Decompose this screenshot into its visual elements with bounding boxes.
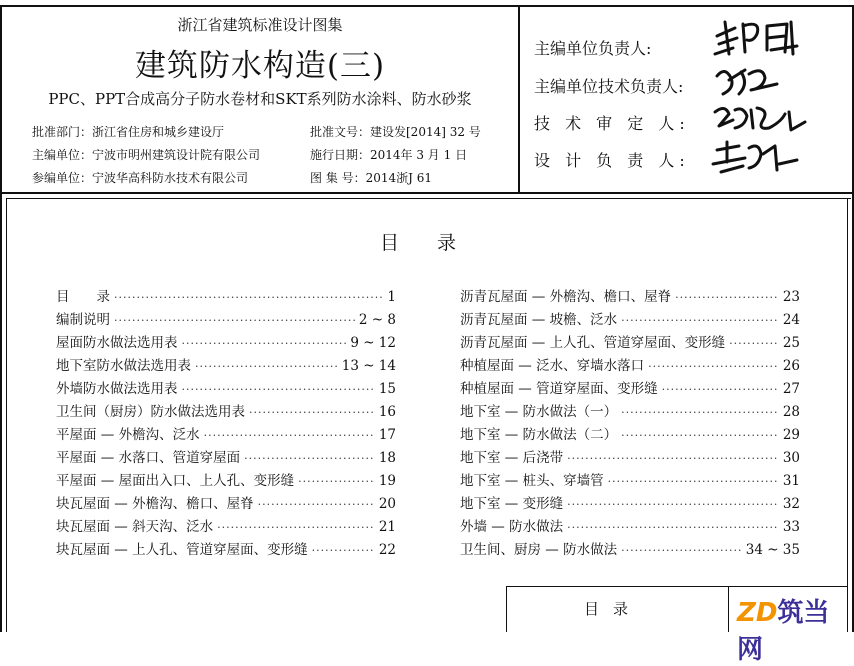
leader-dots [567,521,779,534]
leader-dots [608,475,779,488]
toc-item-label: 外墙防水做法选用表 [56,381,178,397]
toc-item-label: 平屋面 — 外檐沟、泛水 [56,427,200,443]
toc-item-page: 15 [378,381,396,397]
toc-item[interactable] [460,285,800,303]
toc-item-label: 块瓦屋面 — 斜天沟、泛水 [56,519,214,535]
toc-item[interactable] [56,538,396,556]
toc-item[interactable] [460,423,800,441]
editor-unit: 主编单位：宁波市明州建筑设计院有限公司 [32,148,261,162]
atlas-subtitle: PPC、PPT合成高分子防水卷材和SKT系列防水涂料、防水砂浆 [48,90,472,108]
toc-item[interactable] [56,469,396,487]
leader-dots [648,360,779,373]
toc-item-label: 地下室防水做法选用表 [56,358,191,374]
toc-item-page: 26 [782,358,800,374]
toc-item-label: 目 录 [56,289,110,305]
toc-item-page: 1 [387,289,396,305]
atlas-main-title: 建筑防水构造(三) [134,48,386,84]
toc-item[interactable] [56,354,396,372]
toc-item[interactable] [56,285,396,303]
leader-dots [567,498,779,511]
toc-item[interactable] [56,377,396,395]
toc-item[interactable] [460,515,800,533]
toc-item-page: 30 [782,450,800,466]
toc-item-page: 34 ~ 35 [745,542,800,558]
leader-dots [244,452,375,465]
toc-item-page: 28 [782,404,800,420]
toc-item-page: 29 [782,427,800,443]
leader-dots [204,429,375,442]
toc-item-label: 种植屋面 — 管道穿屋面、变形缝 [460,381,658,397]
toc-item-label: 平屋面 — 水落口、管道穿屋面 [56,450,241,466]
toc-item-page: 18 [378,450,396,466]
leader-dots [621,544,742,557]
leader-dots [675,291,779,304]
footer-sheet-label: 目录 [584,600,643,618]
toc-item-label: 地下室 — 防水做法（二） [460,427,618,443]
toc-item[interactable] [56,308,396,326]
toc-item-label: 地下室 — 防水做法（一） [460,404,618,420]
leader-dots [182,337,347,350]
participant-unit: 参编单位：宁波华高科防水技术有限公司 [32,171,249,185]
toc-item-label: 卫生间（厨房）防水做法选用表 [56,404,245,420]
toc-item-label: 种植屋面 — 泛水、穿墙水落口 [460,358,645,374]
toc-item-label: 平屋面 — 屋面出入口、上人孔、变形缝 [56,473,295,489]
frame-top [0,5,854,7]
design-leader-label: 设 计 负 责 人: [534,151,690,170]
toc-item-label: 地下室 — 变形缝 [460,496,564,512]
toc-item[interactable] [56,400,396,418]
leader-dots [621,314,779,327]
toc-item-label: 沥青瓦屋面 — 坡檐、泛水 [460,312,618,328]
toc-item[interactable] [56,446,396,464]
chief-tech-leader-label: 主编单位技术负责人: [534,77,684,96]
effective-date: 施行日期：2014年 3 月 1 日 [310,148,468,162]
handwritten-signatures [705,14,815,184]
leader-dots [114,291,383,304]
toc-item[interactable] [460,400,800,418]
toc-item-page: 17 [378,427,396,443]
toc-item-label: 沥青瓦屋面 — 外檐沟、檐口、屋脊 [460,289,672,305]
toc-item-label: 屋面防水做法选用表 [56,335,178,351]
toc-item-page: 24 [782,312,800,328]
toc-item[interactable] [460,492,800,510]
toc-item-page: 9 ~ 12 [350,335,396,351]
toc-item[interactable] [460,331,800,349]
content-rule-left [6,198,7,632]
toc-item[interactable] [460,446,800,464]
leader-dots [249,406,375,419]
toc-item-page: 16 [378,404,396,420]
toc-item[interactable] [460,308,800,326]
leader-dots [217,521,375,534]
toc-item-label: 地下室 — 后浇带 [460,450,564,466]
atlas-series-title: 浙江省建筑标准设计图集 [177,16,343,34]
toc-item-label: 卫生间、厨房 — 防水做法 [460,542,618,558]
approval-number: 批准文号：建设发[2014] 32 号 [310,125,481,139]
footer-box-top [506,586,848,587]
leader-dots [729,337,779,350]
content-rule-top [6,198,851,199]
toc-item-page: 33 [782,519,800,535]
technical-reviewer-label: 技 术 审 定 人: [534,114,690,133]
logo-text: 筑当网 [737,598,830,665]
toc-item-label: 块瓦屋面 — 外檐沟、檐口、屋脊 [56,496,254,512]
leader-dots [312,544,375,557]
toc-item-page: 23 [782,289,800,305]
leader-dots [182,383,375,396]
leader-dots [621,406,779,419]
leader-dots [567,452,779,465]
toc-item[interactable] [460,538,800,556]
toc-item[interactable] [56,492,396,510]
atlas-number: 图 集 号：2014浙J 61 [310,171,433,185]
leader-dots [621,429,779,442]
site-watermark-logo [737,592,854,666]
toc-item-label: 沥青瓦屋面 — 上人孔、管道穿屋面、变形缝 [460,335,726,351]
toc-item-page: 13 ~ 14 [341,358,396,374]
toc-item-page: 22 [378,542,396,558]
toc-item-label: 地下室 — 桩头、穿墙管 [460,473,604,489]
toc-item-label: 外墙 — 防水做法 [460,519,564,535]
toc-item[interactable] [56,515,396,533]
content-rule-right [847,198,848,632]
toc-item[interactable] [56,331,396,349]
toc-item-page: 32 [782,496,800,512]
toc-item-page: 19 [378,473,396,489]
leader-dots [195,360,338,373]
toc-item[interactable] [460,354,800,372]
toc-item-page: 27 [782,381,800,397]
toc-item[interactable] [56,423,396,441]
leader-dots [114,314,355,327]
frame-right [852,5,854,632]
toc-item-label: 块瓦屋面 — 上人孔、管道穿屋面、变形缝 [56,542,308,558]
toc-item-page: 20 [378,496,396,512]
chief-unit-leader-label: 主编单位负责人: [534,39,652,58]
toc-item[interactable] [460,469,800,487]
logo-zd: ZD [737,598,778,628]
leader-dots [662,383,779,396]
toc-item[interactable] [460,377,800,395]
toc-item-page: 31 [782,473,800,489]
toc-title: 目 录 [380,232,457,254]
toc-item-page: 2 ~ 8 [358,312,396,328]
toc-item-label: 编制说明 [56,312,110,328]
leader-dots [298,475,375,488]
header-bottom-rule [0,192,854,194]
toc-item-page: 21 [378,519,396,535]
toc-item-page: 25 [782,335,800,351]
footer-box-divider [728,586,729,632]
leader-dots [258,498,375,511]
footer-box-left [506,586,507,632]
approval-department: 批准部门：浙江省住房和城乡建设厅 [32,125,225,139]
